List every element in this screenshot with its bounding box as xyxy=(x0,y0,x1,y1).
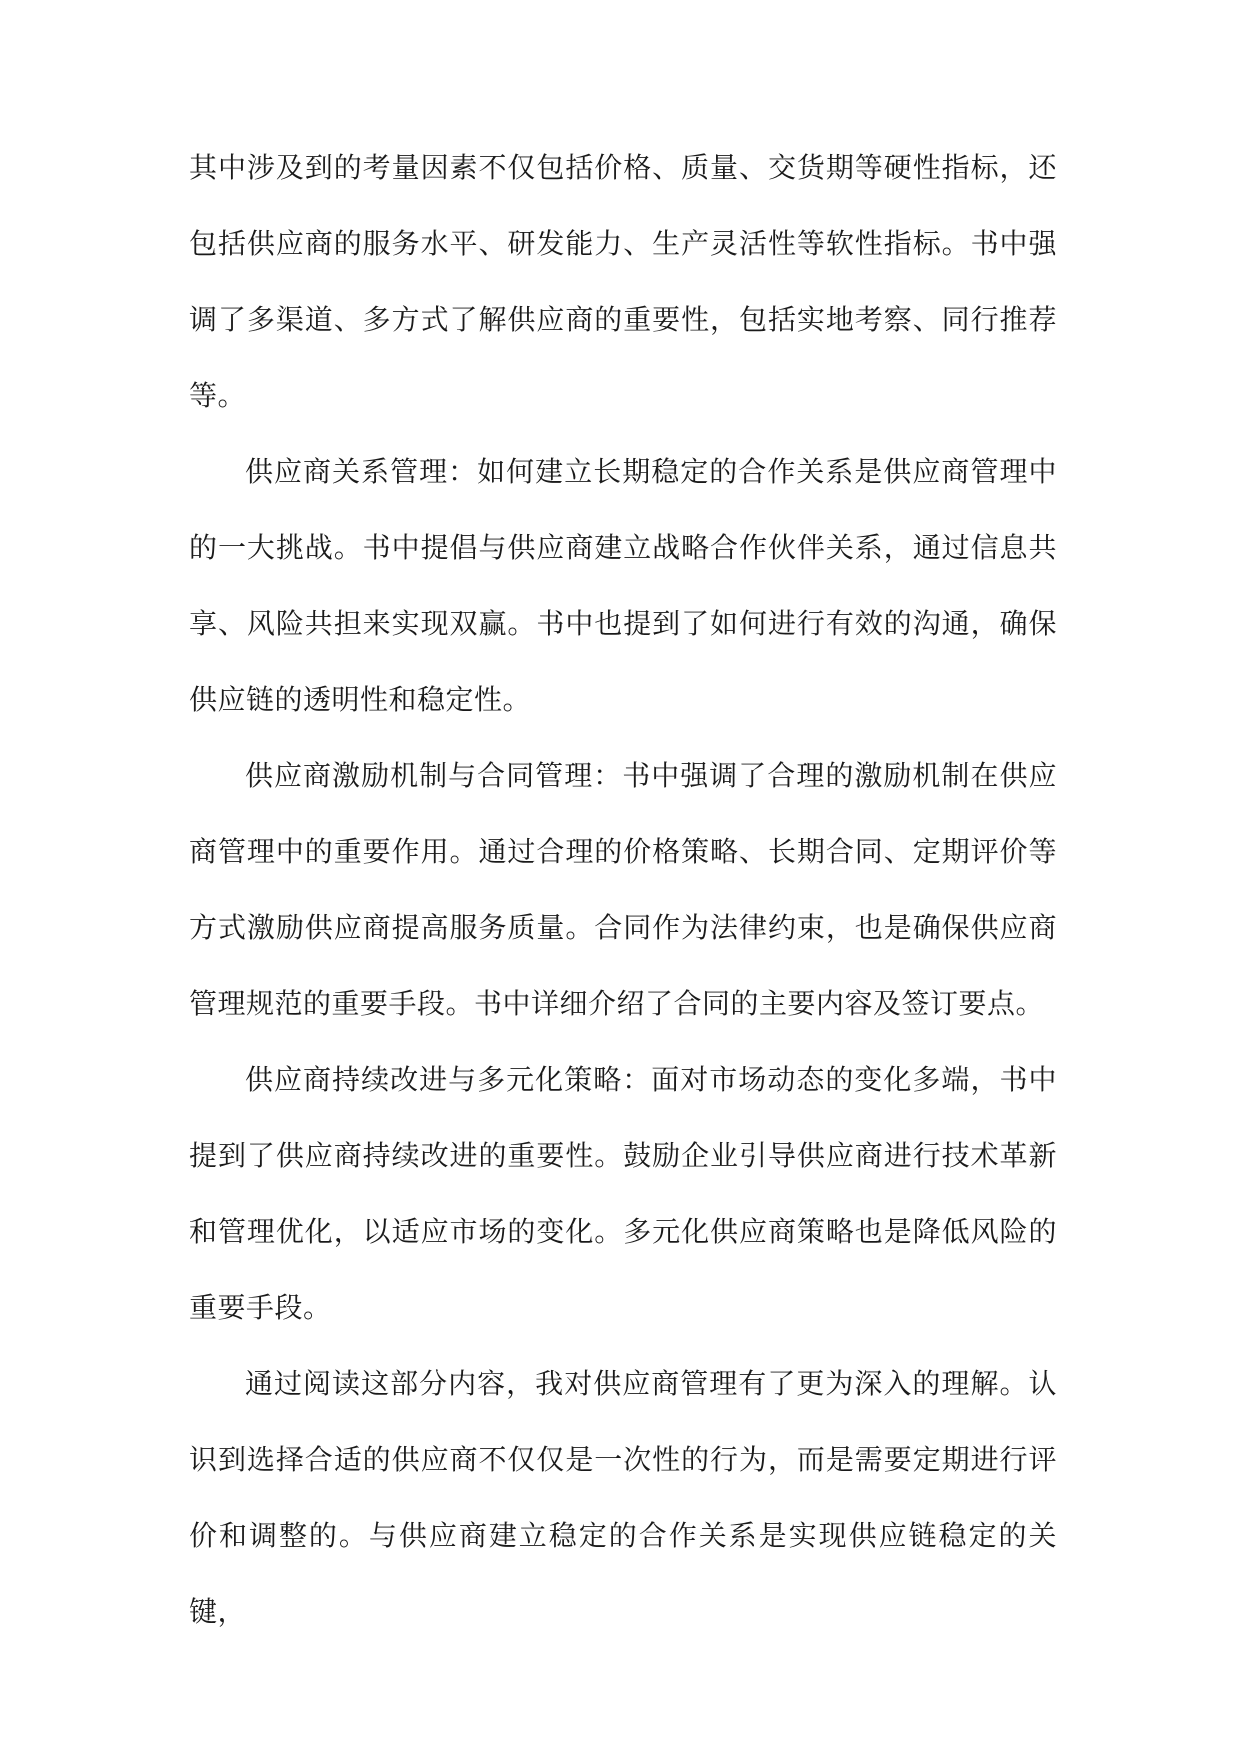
document-body xyxy=(189,130,1057,1650)
paragraph-reflection: 通过阅读这部分内容，我对供应商管理有了更为深入的理解。认识到选择合适的供应商不仅仅是一次性的行为，而是需要定期进行评价和调整的。与供应商建立稳定的合作关系是实现供应链稳定的关键， xyxy=(189,1367,1057,1628)
paragraph-supplier-relationship: 供应商关系管理：如何建立长期稳定的合作关系是供应商管理中的一大挑战。书中提倡与供应商建立战略合作伙伴关系，通过信息共享、风险共担来实现双赢。书中也提到了如何进行有效的沟通，确保供应链的透明性和稳定性。 xyxy=(189,455,1057,716)
paragraph-improvement-diversification: 供应商持续改进与多元化策略：面对市场动态的变化多端，书中提到了供应商持续改进的重要性。鼓励企业引导供应商进行技术革新和管理优化，以适应市场的变化。多元化供应商策略也是降低风险的重要手段。 xyxy=(189,1063,1057,1324)
paragraph-incentive-contract: 供应商激励机制与合同管理：书中强调了合理的激励机制在供应商管理中的重要作用。通过合理的价格策略、长期合同、定期评价等方式激励供应商提高服务质量。合同作为法律约束，也是确保供应商管理规范的重要手段。书中详细介绍了合同的主要内容及签订要点。 xyxy=(189,759,1057,1020)
paragraph-continuation: 其中涉及到的考量因素不仅包括价格、质量、交货期等硬性指标，还包括供应商的服务水平、研发能力、生产灵活性等软性指标。书中强调了多渠道、多方式了解供应商的重要性，包括实地考察、同行推荐等。 xyxy=(189,151,1057,412)
